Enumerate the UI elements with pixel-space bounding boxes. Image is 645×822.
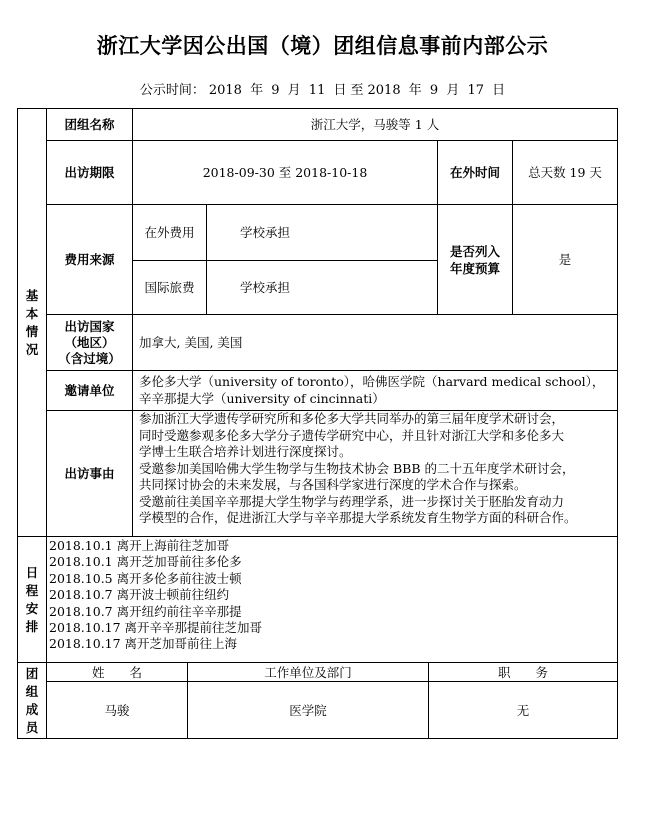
- purpose-label: 出访事由: [64, 466, 115, 481]
- list-item: 2018.10.5 离开多伦多前往波士顿: [49, 570, 242, 586]
- period-end-year: 2018: [367, 83, 401, 98]
- period-start-day: 11: [308, 83, 326, 98]
- budget-label: 是否列入 年度预算: [449, 243, 500, 276]
- member-position: 无: [516, 702, 530, 718]
- section-schedule: 日 程 安 排: [25, 564, 39, 634]
- inviter-label: 邀请单位: [64, 383, 115, 398]
- period-end-month: 9: [429, 83, 439, 98]
- purpose-value: 参加浙江大学遗传学研究所和多伦多大学共同举办的第三届年度学术研讨会， 同时受邀参观多伦多大学分子遗传学研究中心，并且针对浙江大学和多伦多大 学博士生联合培养计划进行深度探讨。 受邀参加美国哈佛大学生物学与生物技术协会 BBB 的二十五年度学术研讨会， 共同探讨协会的未来发展，与各国科学家进行深度的学术合作与探索。 受邀前往美国辛辛那提大学生物学与药理学系，进一步探讨关于胚胎发育动力 学模型的合作，促进浙江大学与辛辛那提大学系统发育生物学方面的科研合作。: [139, 411, 577, 525]
- countries-value: 加拿大, 美国, 美国: [139, 335, 243, 350]
- visit-period-value: 2018-09-30 至 2018-10-18: [202, 165, 368, 180]
- member-name-header: 姓 名: [91, 664, 142, 680]
- list-item: 2018.10.17 离开辛辛那提前往芝加哥: [49, 620, 263, 636]
- visit-period-label: 出访期限: [64, 165, 115, 180]
- budget-value: 是: [558, 252, 572, 267]
- countries-label: 出访国家 （地区） （含过境）: [58, 318, 121, 366]
- member-unit-header: 工作单位及部门: [264, 664, 352, 680]
- funding-source-1: 学校承担: [240, 225, 291, 240]
- period-end-day: 17: [467, 83, 485, 98]
- group-name-value: 浙江大学，马骏等 1 人: [310, 117, 440, 132]
- member-position-header: 职 务: [497, 664, 548, 680]
- list-item: 2018.10.1 离开芝加哥前往多伦多: [49, 554, 242, 570]
- abroad-time-value: 总天数 19 天: [528, 165, 602, 180]
- funding-type-2: 国际旅费: [144, 280, 195, 295]
- funding-label: 费用来源: [64, 252, 115, 267]
- member-name: 马骏: [104, 702, 130, 718]
- member-unit: 医学院: [289, 702, 327, 718]
- period-start-year: 2018: [208, 83, 242, 98]
- group-name-label: 团组名称: [64, 117, 115, 132]
- period-label: 公示时间：: [139, 83, 205, 98]
- period-start-month: 9: [271, 83, 280, 98]
- section-basic-info: 基 本 情 况: [25, 287, 39, 357]
- funding-source-2: 学校承担: [240, 280, 291, 295]
- publicity-period: 公示时间： 2018 年 9 月 11 日 至 2018 年 9 月 17 日: [139, 83, 506, 98]
- inviter-value: 多伦多大学（university of toronto），哈佛医学院（harvard medical school）， 辛辛那提大学（university of cincinnati）: [139, 374, 605, 406]
- list-item: 2018.10.1 离开上海前往芝加哥: [49, 538, 230, 553]
- list-item: 2018.10.7 离开波士顿前往纽约: [49, 587, 230, 603]
- list-item: 2018.10.17 离开芝加哥前往上海: [49, 636, 238, 652]
- abroad-time-label: 在外时间: [449, 165, 500, 180]
- section-members: 团 组 成 员: [25, 665, 39, 735]
- list-item: 2018.10.7 离开纽约前往辛辛那提: [49, 603, 242, 619]
- schedule-list: [49, 538, 262, 653]
- page-title: 浙江大学因公出国（境）团组信息事前内部公示: [96, 34, 549, 58]
- funding-type-1: 在外费用: [144, 225, 195, 240]
